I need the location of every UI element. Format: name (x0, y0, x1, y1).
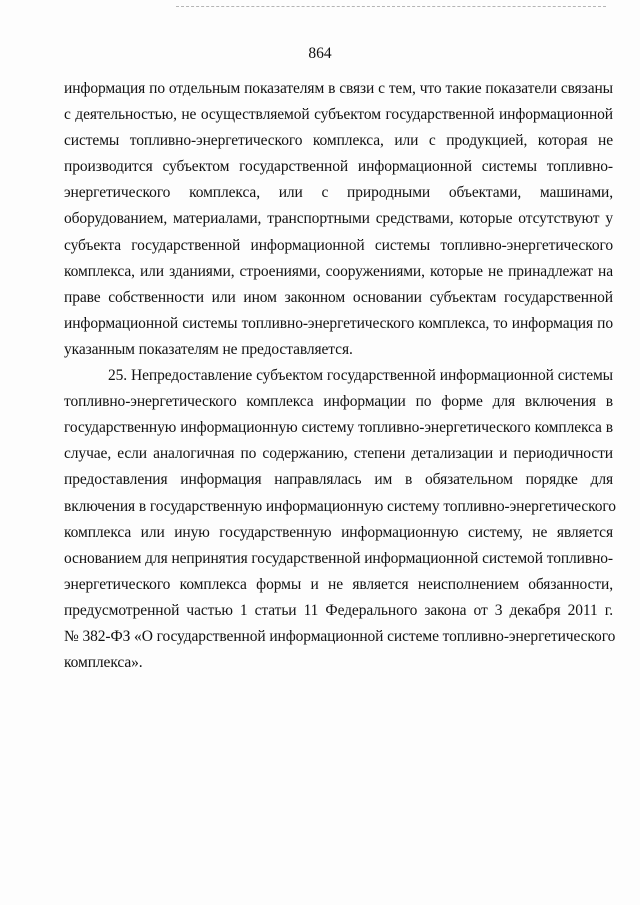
text-line: указанным показателям не предоставляется. (64, 340, 353, 358)
text-line: № 382-ФЗ «О государственной информационной системе топливно-энергетического (64, 627, 616, 645)
text-line: предусмотренной частью 1 статьи 11 Федерального закона от 3 декабря 2011 г. (64, 601, 613, 619)
paragraph-25 (64, 363, 616, 676)
text-line: субъекта государственной информационной системы топливно-энергетического (64, 236, 613, 254)
text-line: предоставления информация направлялась им в обязательном порядке для (64, 471, 613, 489)
text-line: с деятельностью, не осуществляемой субъектом государственной информационной (64, 106, 613, 124)
text-line: топливно-энергетического комплекса информации по форме для включения в (64, 393, 613, 411)
text-line: основанием для непринятия государственной информационной системой топливно- (64, 549, 613, 567)
text-line: производится субъектом государственной информационной системы топливно- (64, 158, 613, 176)
text-line: комплекса или иную государственную информационную систему, не является (64, 523, 613, 541)
paragraph-continuation (64, 76, 613, 363)
text-line: включения в государственную информационную систему топливно-энергетического (64, 497, 616, 515)
text-line: информационной системы топливно-энергетического комплекса, то информация по (64, 314, 613, 332)
text-line: комплекса». (64, 654, 143, 672)
text-line: комплекса, или зданиями, строениями, сооружениями, которые не принадлежат на (64, 262, 613, 280)
page-number: 864 (308, 45, 332, 62)
body-text (64, 76, 616, 676)
text-line: энергетического комплекса формы и не является неисполнением обязанности, (64, 575, 613, 593)
text-line: энергетического комплекса, или с природными объектами, машинами, (64, 184, 613, 202)
text-line: оборудованием, материалами, транспортными средствами, которые отсутствуют у (64, 210, 613, 228)
text-line: государственную информационную систему топливно-энергетического комплекса в (64, 419, 613, 437)
text-line: праве собственности или ином законном основании субъектам государственной (64, 288, 613, 306)
text-line: информация по отдельным показателям в связи с тем, что такие показатели связаны (64, 80, 613, 97)
text-line: 25. Непредоставление субъектом государственной информационной системы (108, 367, 613, 385)
scan-edge-line (176, 6, 606, 7)
text-line: случае, если аналогичная по содержанию, степени детализации и периодичности (64, 445, 613, 463)
text-line: системы топливно-энергетического комплекса, или с продукцией, которая не (64, 132, 613, 150)
